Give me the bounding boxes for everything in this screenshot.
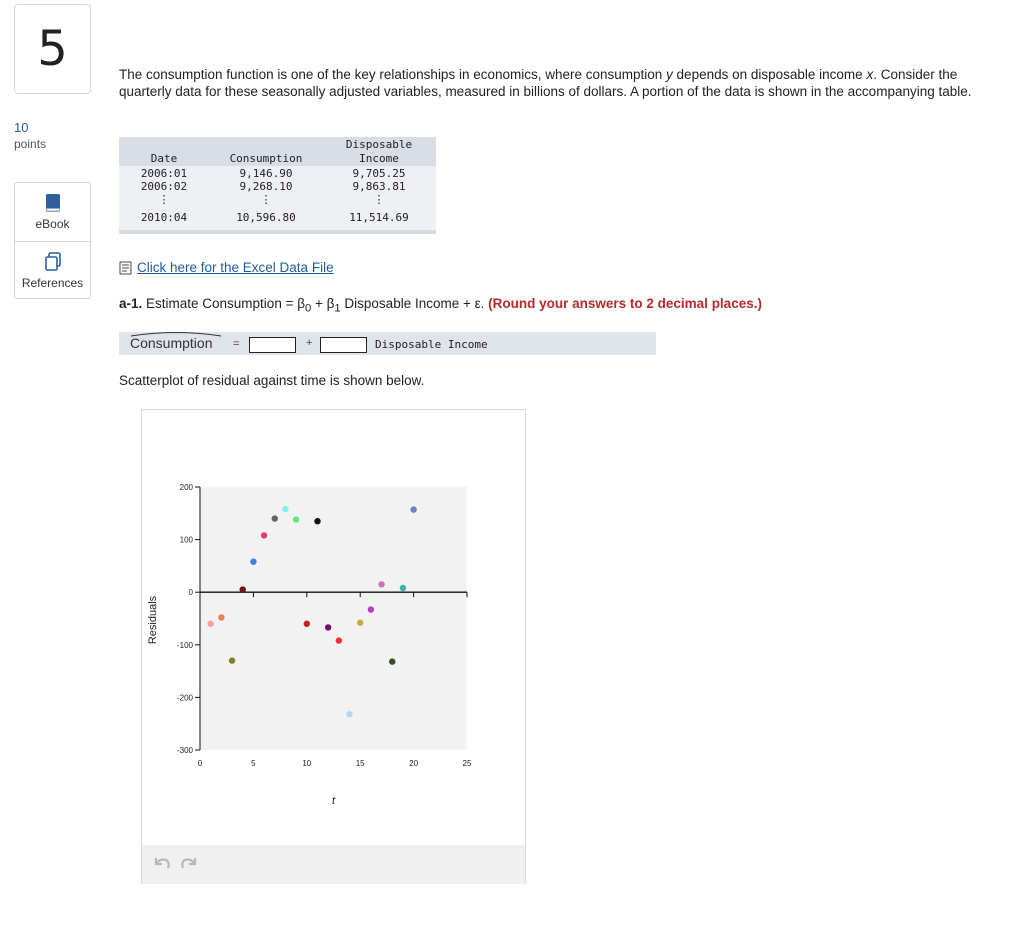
ebook-label: eBook [35, 217, 70, 231]
row-2-income: 9,863.81 [352, 180, 406, 193]
header-date: Date [150, 152, 178, 165]
row-2-consumption: 9,268.10 [239, 180, 293, 193]
a1-plus-b1: + β [311, 296, 335, 311]
header-income-line2: Income [359, 152, 399, 165]
y-tick-label: -300 [176, 746, 193, 755]
equation-equals: = [233, 338, 240, 350]
intercept-input[interactable] [249, 337, 296, 353]
ebook-button[interactable] [15, 183, 90, 241]
slope-input[interactable] [320, 337, 367, 353]
row-3-consumption: 10,596.80 [236, 211, 296, 224]
scatter-point [229, 657, 235, 663]
x-tick-label: 0 [197, 759, 203, 768]
x-tick-label: 20 [409, 759, 419, 768]
ellipsis-income: ⋮ [373, 193, 385, 206]
x-axis-label: t [331, 795, 336, 807]
scatter-point [282, 506, 288, 512]
scatter-point [207, 621, 213, 627]
scatter-point [357, 620, 363, 626]
x-tick-label: 15 [355, 759, 365, 768]
intro-text-1: The consumption function is one of the key relationships in economics, where consumption [119, 67, 667, 82]
a1-sub1: 1 [334, 302, 341, 315]
intro-var-x: x [866, 67, 874, 82]
row-1-date: 2006:01 [140, 167, 188, 180]
scatter-point [250, 558, 256, 564]
y-tick-label: -100 [176, 640, 193, 650]
a1-instruction: (Round your answers to 2 decimal places.) [488, 296, 762, 311]
chart-toolbar [142, 845, 525, 884]
points-value: 10 [14, 120, 29, 135]
equation-row [119, 332, 656, 355]
y-tick-label: 200 [179, 483, 193, 492]
a1-label: a-1. [119, 296, 143, 311]
y-tick-label: 100 [179, 535, 193, 545]
data-table [119, 137, 436, 234]
scatter-point [261, 532, 267, 538]
chart-card [141, 409, 526, 884]
ellipsis-consumption: ⋮ [260, 193, 272, 206]
equation-rhs: Disposable Income [375, 338, 488, 351]
row-1-consumption: 9,146.90 [239, 167, 293, 180]
x-tick-label: 10 [302, 759, 312, 768]
a1-text: Estimate Consumption = β [142, 296, 305, 311]
y-tick-label: -200 [176, 693, 193, 703]
scatter-point [293, 516, 299, 522]
scatter-caption: Scatterplot of residual against time is shown below. [119, 373, 425, 388]
scatter-point [346, 711, 352, 717]
scatter-point [304, 621, 310, 627]
question-intro [119, 67, 999, 100]
scatter-point [240, 586, 246, 592]
x-tick-label: 5 [251, 759, 256, 768]
a1-tail: Disposable Income + ε. [340, 296, 489, 311]
scatter-point [272, 515, 278, 521]
question-number: 5 [14, 4, 91, 94]
scatter-point [336, 637, 342, 643]
references-label: References [21, 275, 84, 290]
redo-icon[interactable] [179, 855, 199, 873]
row-3-income: 11,514.69 [349, 211, 409, 224]
scatter-point [400, 585, 406, 591]
excel-link-label: Click here for the Excel Data File [137, 260, 334, 275]
question-a1 [119, 296, 762, 315]
document-icon [119, 261, 133, 275]
points-label: points [14, 137, 47, 151]
header-consumption: Consumption [229, 152, 303, 165]
references-icon [44, 252, 62, 272]
resource-panel [14, 182, 91, 299]
plot-area [200, 487, 467, 750]
scatter-point [314, 518, 320, 524]
y-tick-label: 0 [188, 588, 193, 598]
scatter-point [325, 624, 331, 630]
ellipsis-date: ⋮ [158, 193, 170, 206]
intro-text-2: depends on disposable income [672, 67, 867, 82]
references-button[interactable] [15, 241, 90, 299]
book-icon [44, 193, 62, 213]
row-1-income: 9,705.25 [352, 167, 406, 180]
x-tick-label: 25 [462, 759, 472, 768]
header-income-line1: Disposable [345, 138, 413, 151]
row-2-date: 2006:02 [140, 180, 188, 193]
scatter-point [218, 614, 224, 620]
residual-scatter-chart [142, 410, 525, 845]
scatter-point [389, 658, 395, 664]
undo-icon[interactable] [152, 855, 172, 873]
scatter-point [410, 506, 416, 512]
intro-text-3: . Consider the quarterly data for these seasonally adjusted variables, measured in billions of dollars. A portion of the data is shown in the accompanying table. [119, 67, 972, 99]
row-3-date: 2010:04 [140, 211, 188, 224]
a1-sub0: 0 [304, 302, 312, 315]
y-axis-label: Residuals [147, 595, 159, 645]
intro-var-y: y [666, 67, 673, 82]
equation-lhs: Consumption [130, 335, 213, 351]
equation-plus: + [306, 337, 313, 349]
scatter-point [368, 606, 374, 612]
excel-data-link[interactable] [119, 260, 334, 275]
scatter-point [378, 581, 384, 587]
